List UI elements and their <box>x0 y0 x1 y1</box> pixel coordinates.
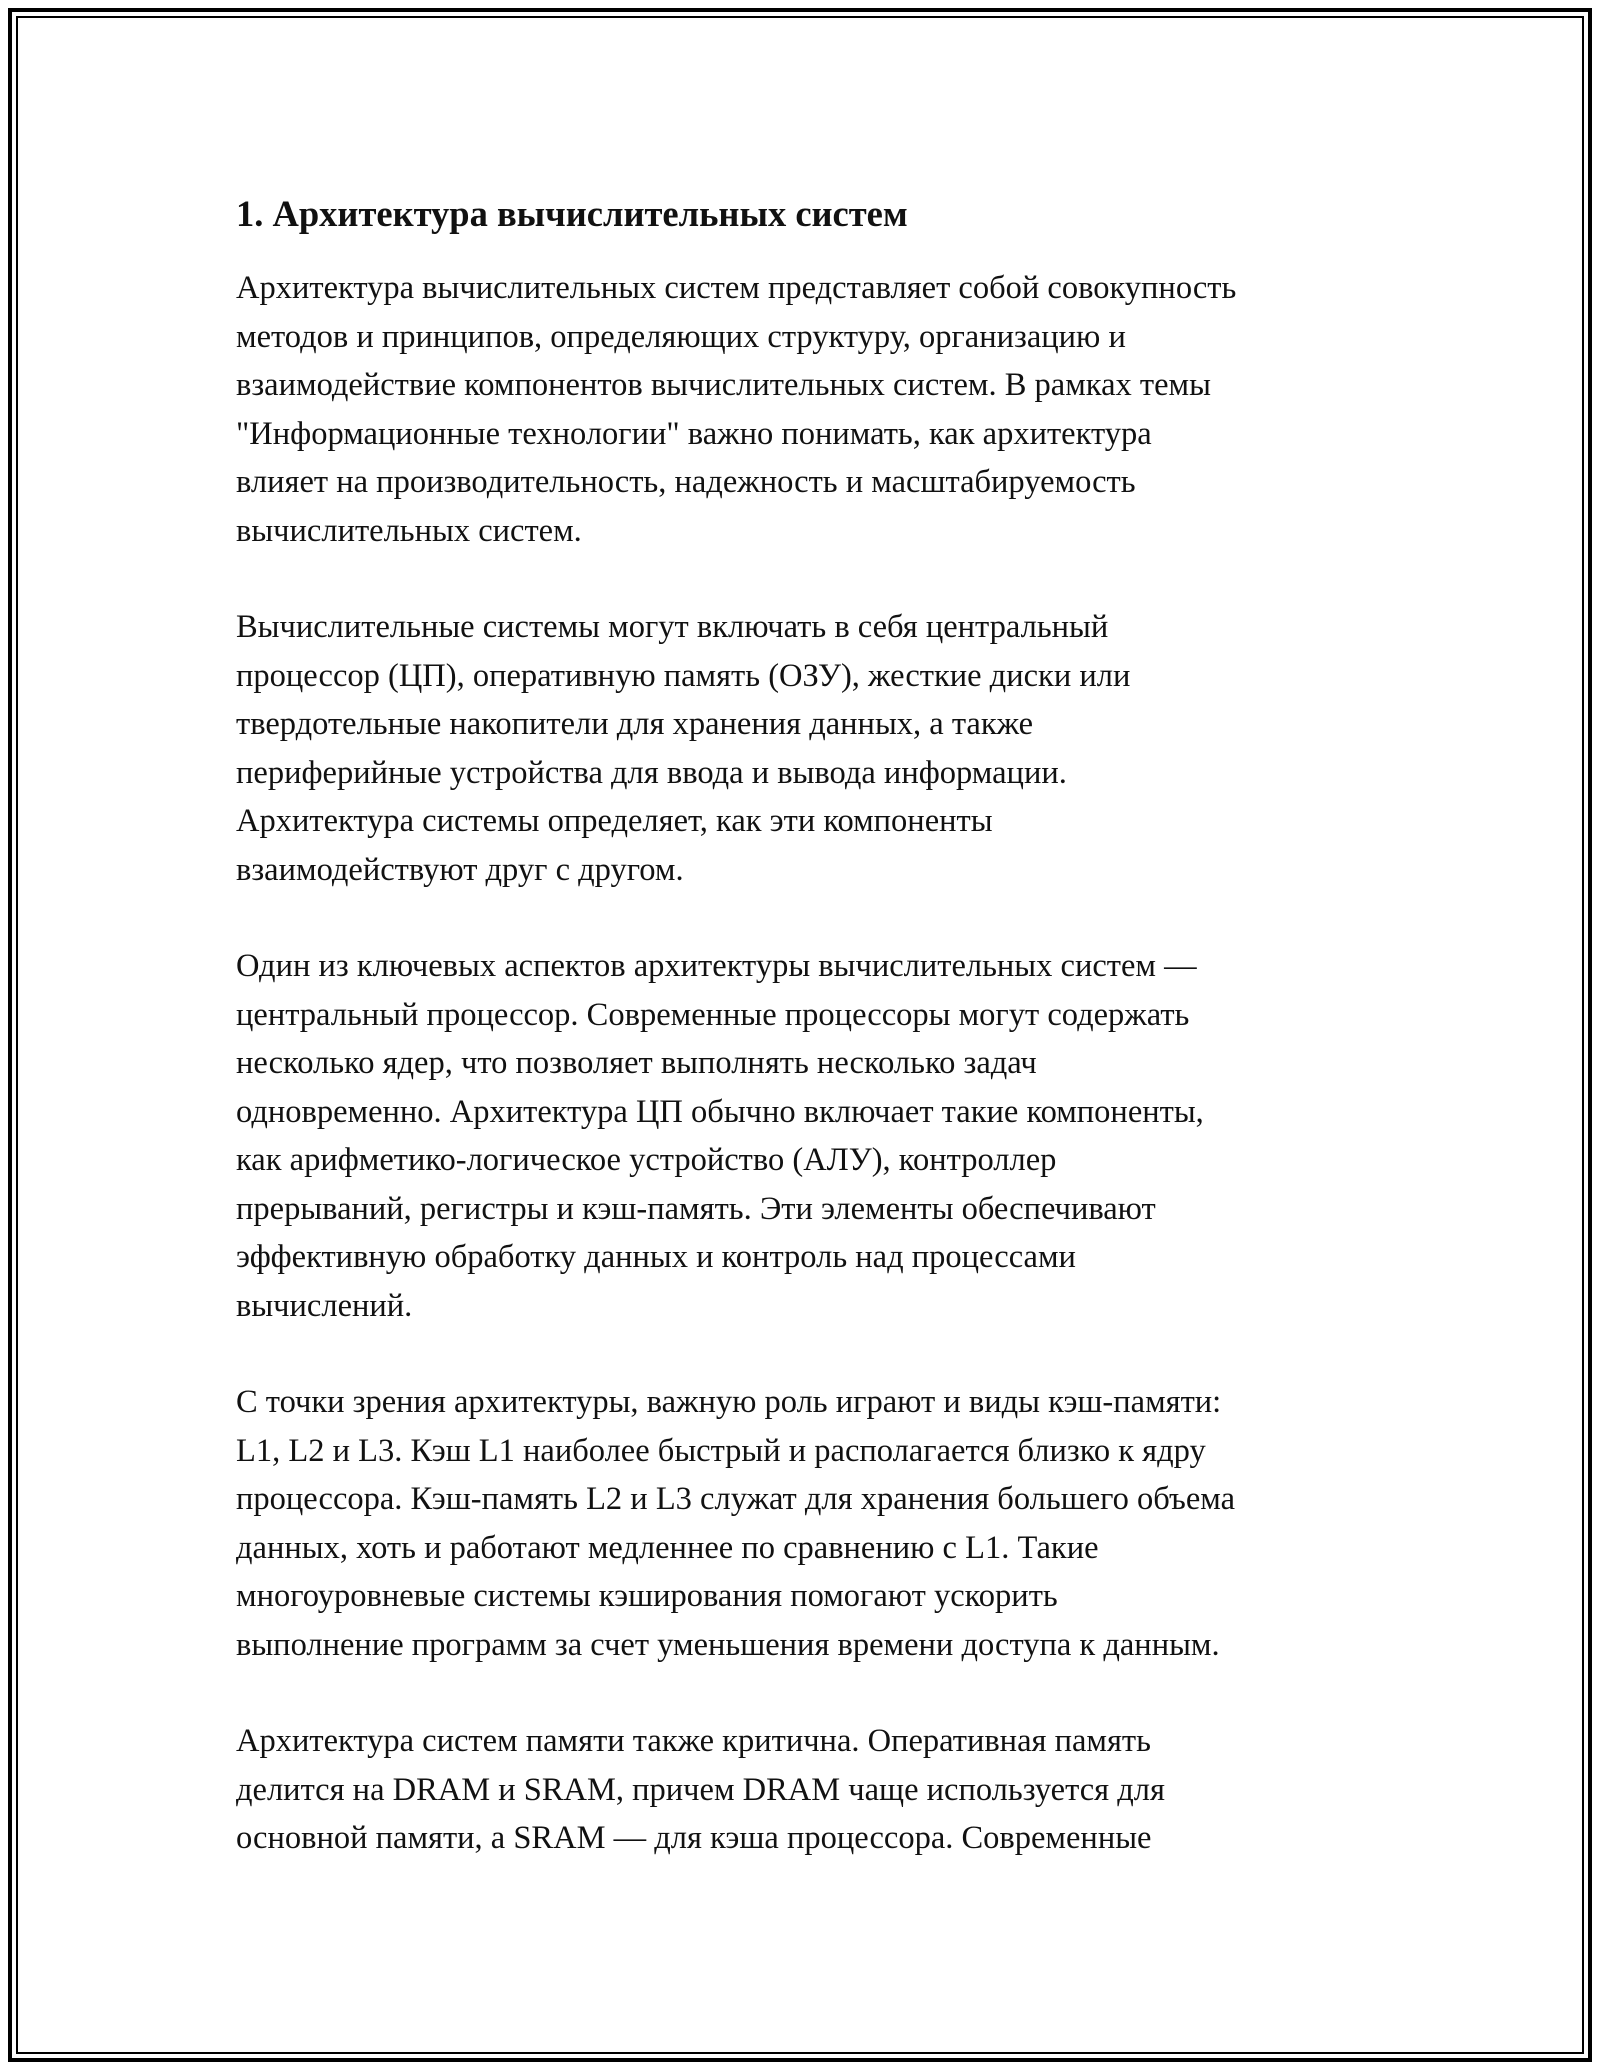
document-body <box>236 186 1396 1911</box>
paragraph-system-components: Вычислительные системы могут включать в себя центральный процессор (ЦП), оперативную память (ОЗУ), жесткие диски или твердотельные накопители для хранения данных, а также периферийные устройства для ввода и вывода информации. Архитектура системы определяет, как эти компоненты взаимодействуют друг с другом. <box>236 609 1131 888</box>
paragraph-memory-systems: Архитектура систем памяти также критична. Оперативная память делится на DRAM и SRAM, причем DRAM чаще используется для основной памяти, а SRAM — для кэша процессора. Современные <box>236 1723 1165 1856</box>
paragraph-cache-levels: С точки зрения архитектуры, важную роль играют и виды кэш-памяти: L1, L2 и L3. Кэш L1 наиболее быстрый и располагается близко к ядру процессора. Кэш-память L2 и L3 служат для хранения большего объема данных, хоть и работают медленнее по сравнению с L1. Такие многоуровневые системы кэширования помогают ускорить выполнение программ за счет уменьшения времени доступа к данным. <box>236 1384 1236 1663</box>
paragraph-cpu: Один из ключевых аспектов архитектуры вычислительных систем — центральный процессор. Современные процессоры могут содержать несколько ядер, что позволяет выполнять несколько задач одновременно. Архитектура ЦП обычно включает такие компоненты, как арифметико-логическое устройство (АЛУ), контроллер прерываний, регистры и кэш-память. Эти элементы обеспечивают эффективную обработку данных и контроль над процессами вычислений. <box>236 948 1204 1324</box>
section-heading: 1. Архитектура вычислительных систем <box>236 193 908 234</box>
paragraph-architecture-definition: Архитектура вычислительных систем представляет собой совокупность методов и принципов, определяющих структуру, организацию и взаимодействие компонентов вычислительных систем. В рамках темы "Информационные технологии" важно понимать, как архитектура влияет на производительность, надежность и масштабируемость вычислительных систем. <box>236 270 1237 549</box>
